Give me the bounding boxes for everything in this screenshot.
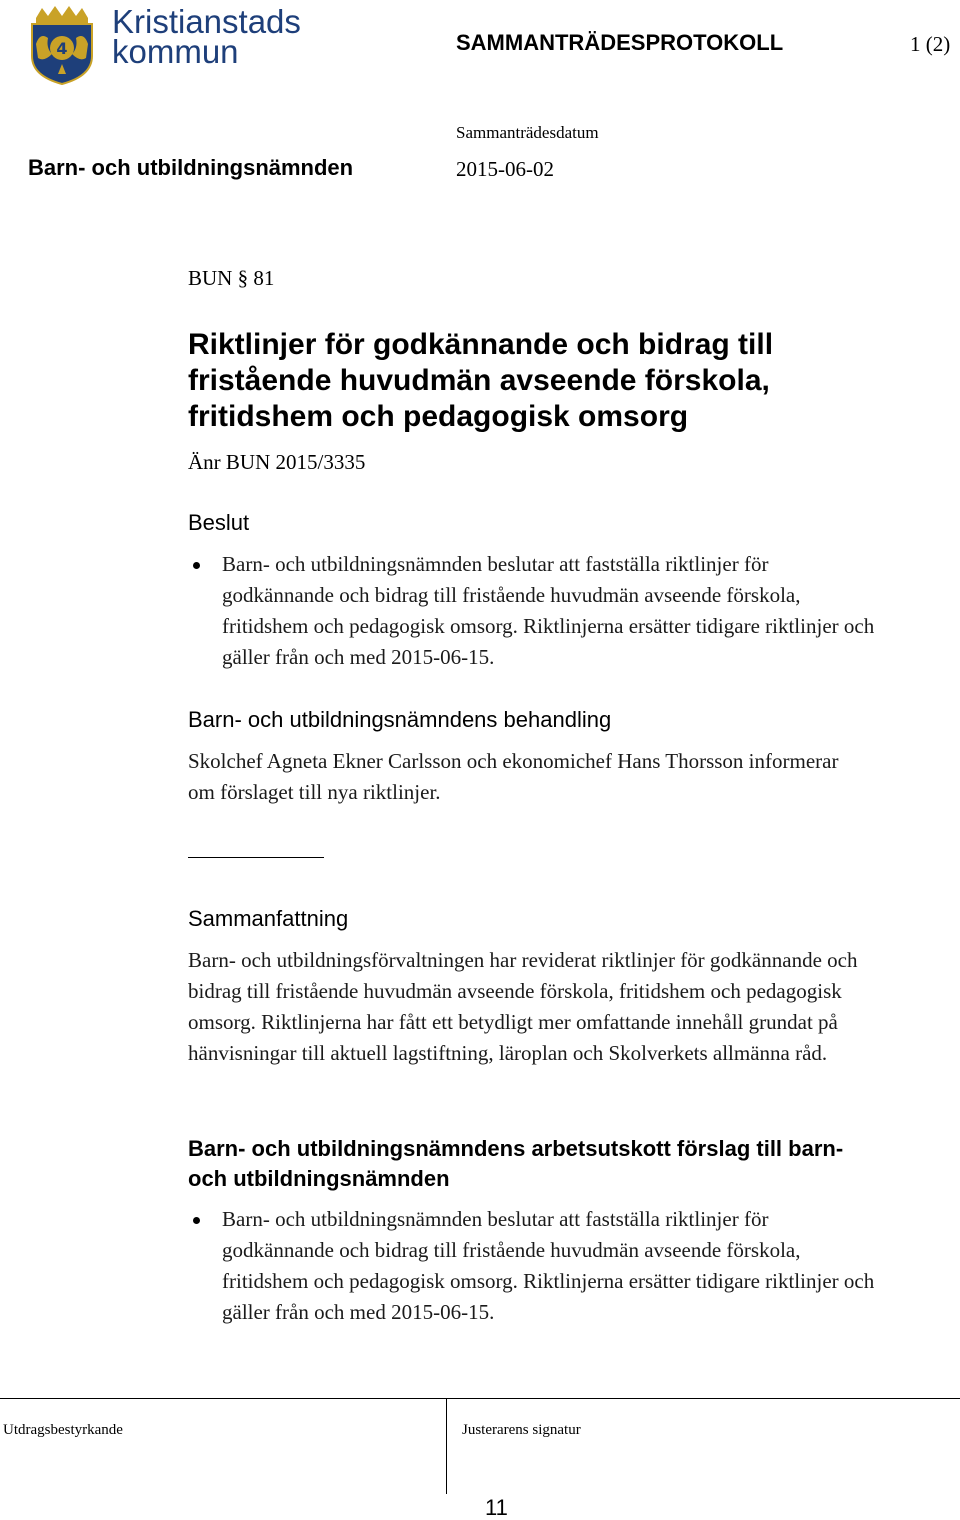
section-heading-beslut: Beslut xyxy=(188,510,250,535)
signature-label: Justerarens signatur xyxy=(462,1422,581,1438)
sammanfattning-text: Barn- och utbildningsförvaltningen har reviderat riktlinjer för godkännande och bidrag till fristående huvudmän avseende förskola, fritidshem och pedagogisk omsorg. Riktlinjerna har fått ett betydligt mer omfattande innehåll grundat på hänvisningar till aktuell lagstiftning, läroplan och Skolverkets allmänna råd. xyxy=(188,948,858,1065)
case-number: Änr BUN 2015/3335 xyxy=(188,450,366,474)
footer-page-number: 11 xyxy=(485,1495,508,1520)
section-heading-sammanfattning: Sammanfattning xyxy=(188,906,349,931)
behandling-text: Skolchef Agneta Ekner Carlsson och ekonomichef Hans Thorsson informerar om förslaget till nya riktlinjer. xyxy=(188,749,839,804)
bullet-icon xyxy=(193,562,200,569)
committee-name: Barn- och utbildningsnämnden xyxy=(28,155,354,180)
logo-line-2: kommun xyxy=(112,33,239,70)
municipality-logo xyxy=(22,4,312,86)
bullet-icon xyxy=(193,1217,200,1224)
logo-line-1: Kristianstads xyxy=(112,3,301,40)
separator-line xyxy=(188,857,324,858)
section-heading-behandling: Barn- och utbildningsnämndens behandling xyxy=(188,707,612,732)
page-indicator: 1 (2) xyxy=(910,32,951,56)
footer-divider xyxy=(446,1398,447,1494)
beslut-text: Barn- och utbildningsnämnden beslutar att fastställa riktlinjer för godkännande och bidrag till fristående huvudmän avseende förskola, fritidshem och pedagogisk omsorg. Riktlinjerna ersätter tidigare riktlinjer och gäller från och med 2015-06-15. xyxy=(222,552,875,669)
coat-of-arms-icon xyxy=(22,4,102,86)
svg-text:4: 4 xyxy=(56,39,68,58)
certification-label: Utdragsbestyrkande xyxy=(3,1422,123,1438)
page-title: Riktlinjer för godkännande och bidrag till fristående huvudmän avseende förskola, fritidshem och pedagogisk omsorg xyxy=(188,328,774,433)
section-heading-forslag: Barn- och utbildningsnämndens arbetsutskott förslag till barn- och utbildningsnämnden xyxy=(188,1136,844,1191)
document-type: SAMMANTRÄDESPROTOKOLL xyxy=(456,30,784,55)
forslag-text: Barn- och utbildningsnämnden beslutar att fastställa riktlinjer för godkännande och bidrag till fristående huvudmän avseende förskola, fritidshem och pedagogisk omsorg. Riktlinjerna ersätter tidigare riktlinjer och gäller från och med 2015-06-15. xyxy=(222,1207,875,1324)
footer-rule xyxy=(0,1398,960,1399)
meeting-date-label: Sammanträdesdatum xyxy=(456,123,599,142)
meeting-date: 2015-06-02 xyxy=(456,157,554,181)
paragraph-reference: BUN § 81 xyxy=(188,266,275,290)
